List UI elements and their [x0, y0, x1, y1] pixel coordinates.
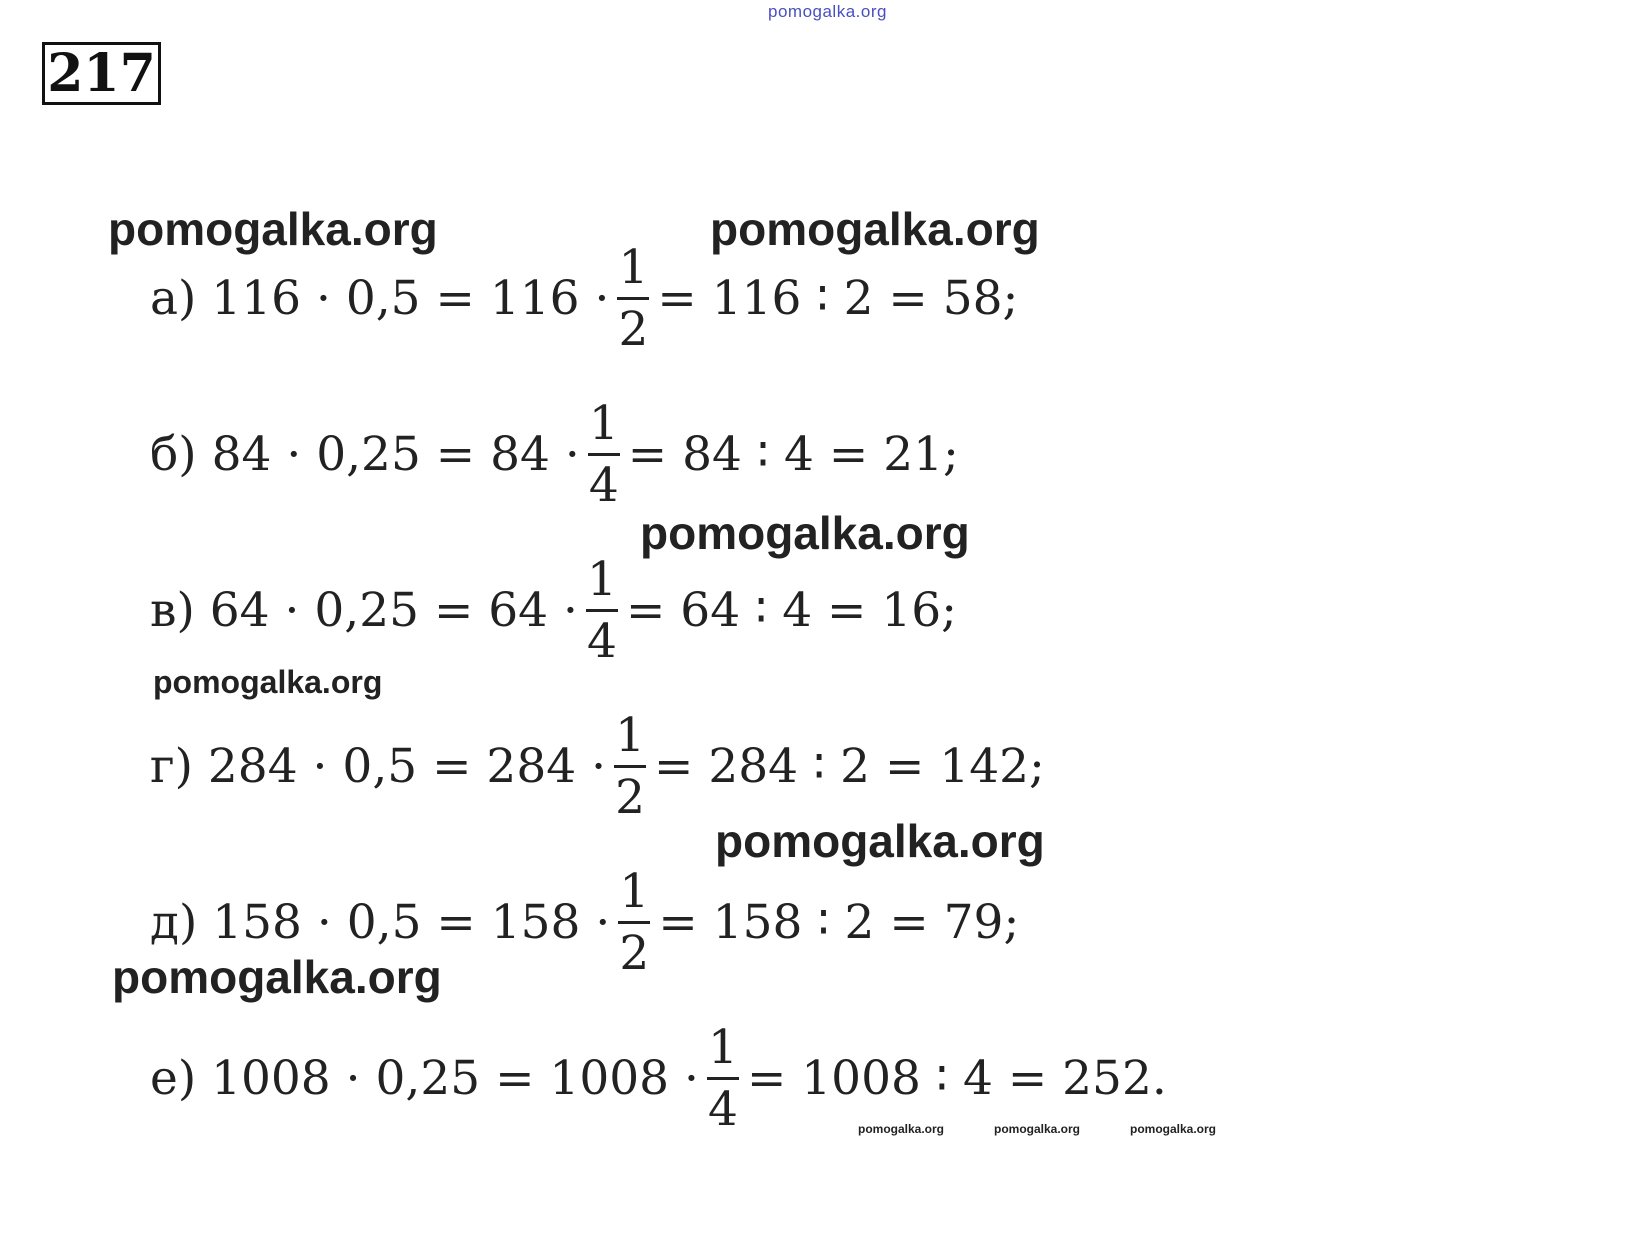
fraction-numerator: 1 [588, 395, 619, 451]
equation-d [150, 852, 1019, 992]
equation-rhs: = 84 ∶ 4 = 21; [627, 426, 959, 482]
fraction [707, 1019, 739, 1137]
fraction-denominator: 4 [707, 1081, 738, 1137]
fraction-denominator: 2 [615, 769, 645, 825]
equation-rhs: = 64 ∶ 4 = 16; [625, 582, 958, 638]
watermark: pomogalka.org [112, 951, 442, 1003]
equation-b [150, 384, 959, 524]
equation-rhs: = 284 ∶ 2 = 142; [654, 738, 1045, 794]
fraction-denominator: 2 [618, 301, 649, 357]
watermark: pomogalka.org [153, 664, 383, 700]
equation-g [150, 696, 1045, 836]
fraction [617, 239, 649, 357]
watermark: pomogalka.org [108, 203, 438, 255]
equation-lhs: г) 284 · 0,5 = 284 · [150, 738, 607, 794]
fraction-numerator: 1 [615, 707, 645, 763]
watermark: pomogalka.org [1130, 1122, 1217, 1136]
fraction [618, 863, 650, 981]
fraction-numerator: 1 [618, 239, 649, 295]
equation-rhs: = 116 ∶ 2 = 58; [657, 270, 1019, 326]
watermark: pomogalka.org [715, 815, 1045, 867]
fraction-numerator: 1 [619, 863, 650, 919]
equation-lhs: б) 84 · 0,25 = 84 · [150, 426, 580, 482]
equation-rhs: = 1008 ∶ 4 = 252. [746, 1050, 1167, 1106]
watermark: pomogalka.org [994, 1122, 1081, 1136]
equation-e [150, 1008, 1167, 1148]
watermark: pomogalka.org [858, 1122, 945, 1136]
task-number: 217 [42, 42, 161, 105]
fraction-denominator: 2 [619, 925, 650, 981]
equation-lhs: а) 116 · 0,5 = 116 · [150, 270, 610, 326]
equation-lhs: д) 158 · 0,5 = 158 · [150, 894, 611, 950]
equation-lhs: в) 64 · 0,25 = 64 · [150, 582, 578, 638]
fraction-denominator: 4 [587, 613, 617, 669]
fraction-numerator: 1 [707, 1019, 738, 1075]
watermark: pomogalka.org [710, 203, 1040, 255]
equation-lhs: е) 1008 · 0,25 = 1008 · [150, 1050, 699, 1106]
fraction-denominator: 4 [588, 457, 619, 513]
fraction-numerator: 1 [587, 551, 617, 607]
fraction [614, 707, 646, 825]
watermark: pomogalka.org [640, 507, 970, 559]
site-link[interactable]: pomogalka.org [768, 2, 887, 21]
fraction [588, 395, 620, 513]
equation-v [150, 540, 957, 680]
equation-rhs: = 158 ∶ 2 = 79; [658, 894, 1020, 950]
equation-a [150, 228, 1018, 368]
fraction [586, 551, 618, 669]
